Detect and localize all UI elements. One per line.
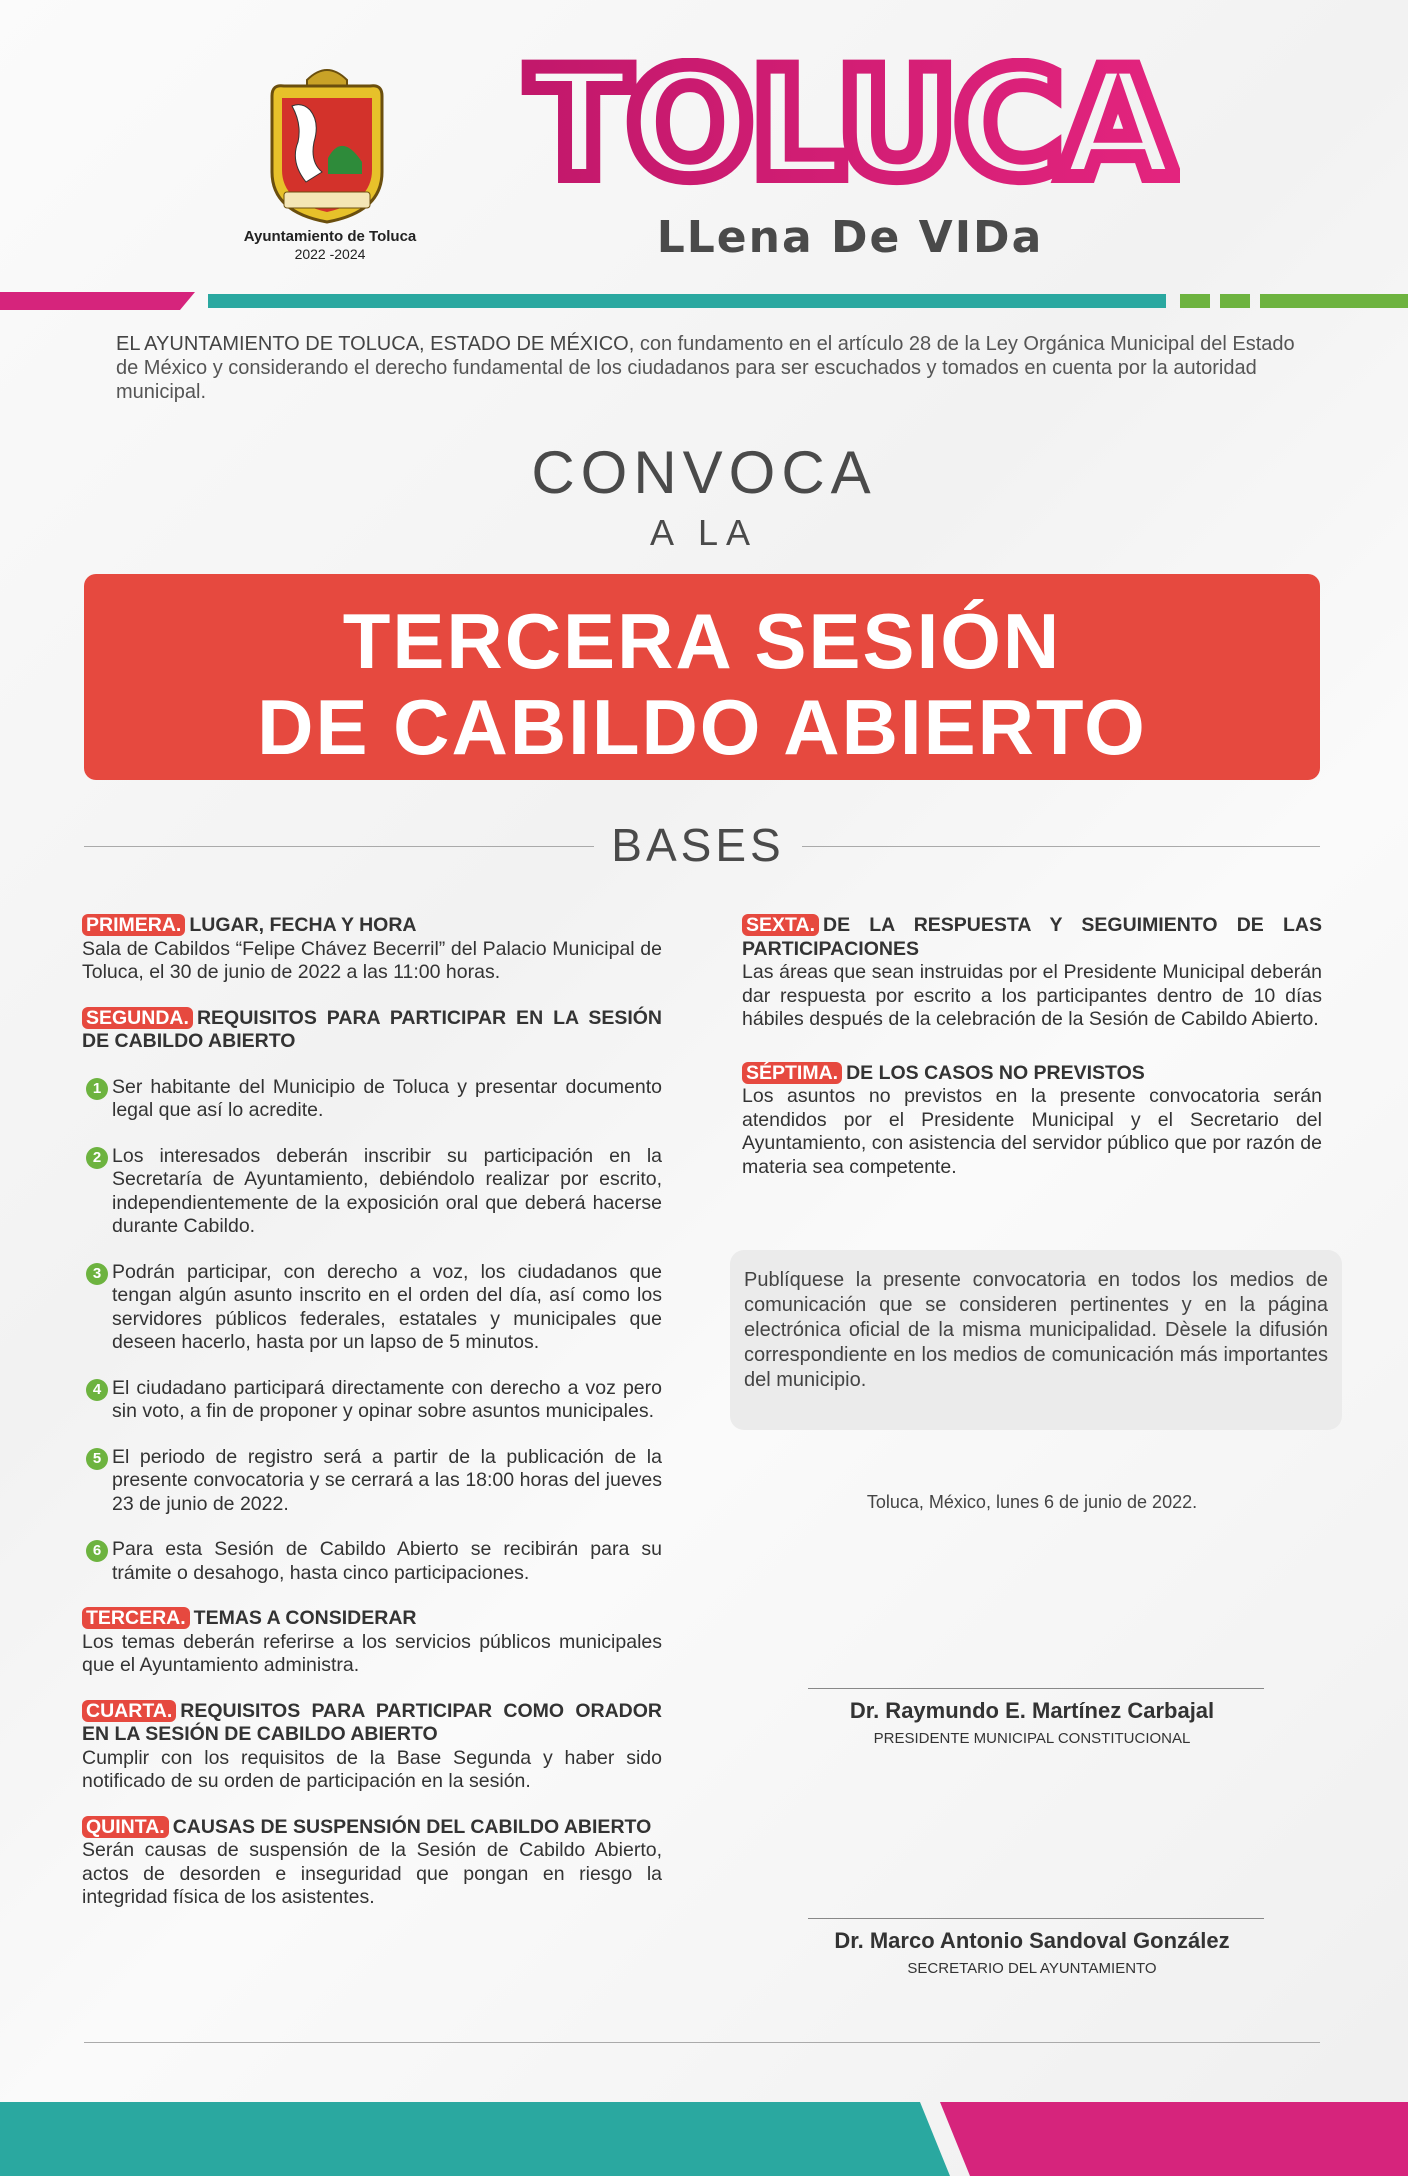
base-tag: TERCERA. xyxy=(82,1607,190,1629)
base-tag: SÉPTIMA. xyxy=(742,1062,842,1084)
decorative-stripes xyxy=(0,292,1408,310)
requirement-text: Podrán participar, con derecho a voz, los ciudadanos que tengan algún asunto inscrito en el orden del día, así como los servidores públicos federales, estatales y municipales que deseen hacerlo, hasta por un lapso de 5 minutos. xyxy=(112,1260,662,1353)
base-septima xyxy=(742,1062,1322,1180)
base-heading xyxy=(82,1607,662,1631)
signature-name: Dr. Raymundo E. Martínez Carbajal xyxy=(849,1698,1215,1723)
signature-line xyxy=(808,1918,1264,1919)
base-heading xyxy=(742,1062,1322,1086)
bases-right-column xyxy=(742,914,1322,1201)
footer-band xyxy=(0,2102,1408,2176)
intro-text: con fundamento en el artículo 28 de la Ley Orgánica Municipal del Estado de México y considerando el derecho fundamental de los ciudadanos para ser escuchados y tomados en cuenta por la autoridad municipal. xyxy=(116,333,1295,403)
base-tercera xyxy=(82,1607,662,1678)
footer-divider xyxy=(84,2042,1320,2043)
signature-name: Dr. Marco Antonio Sandoval González xyxy=(834,1928,1230,1953)
requirement-item xyxy=(82,1446,662,1517)
convoca-heading: CONVOCA xyxy=(531,439,877,506)
banner-line-2: DE CABILDO ABIERTO xyxy=(257,683,1147,771)
a-la-heading: A LA xyxy=(649,512,759,553)
base-tag: SEGUNDA. xyxy=(82,1007,193,1029)
requirement-text: Ser habitante del Municipio de Toluca y presentar documento legal que así lo acredite. xyxy=(112,1075,662,1121)
number-badge: 2 xyxy=(86,1147,108,1169)
number-badge: 4 xyxy=(86,1379,108,1401)
tagline: LLena De VIDa xyxy=(656,212,1044,263)
base-tag: QUINTA. xyxy=(82,1816,169,1838)
base-heading xyxy=(82,1700,662,1747)
base-body: Los asuntos no previstos en la presente convocatoria serán atendidos por el Presidente Municipal y el Secretario del Ayuntamiento, con asistencia del servidor público que por razón de materia sea competente. xyxy=(742,1085,1322,1178)
banner-line-1: TERCERA SESIÓN xyxy=(342,597,1062,685)
requirement-text: Los interesados deberán inscribir su participación en la Secretaría de Ayuntamiento, debiéndolo realizar por escrito, independientemente de la exposición oral que deberá hacerse durante Cabildo. xyxy=(112,1144,662,1237)
signature-line xyxy=(808,1688,1264,1689)
base-title: REQUISITOS PARA PARTICIPAR COMO ORADOR EN LA SESIÓN DE CABILDO ABIERTO xyxy=(82,1699,662,1745)
requirement-item xyxy=(82,1076,662,1123)
issue-date: Toluca, México, lunes 6 de junio de 2022. xyxy=(866,1492,1198,1512)
publication-note: Publíquese la presente convocatoria en todos los medios de comunicación que se consideren pertinentes y en la página electrónica oficial de la misma municipalidad. Dèsele la difusión correspondiente en los medios de comunicación más importantes del municipio. xyxy=(744,1269,1328,1391)
base-primera xyxy=(82,914,662,985)
base-body: Las áreas que sean instruidas por el Presidente Municipal deberán dar respuesta por escrito a los participantes dentro de 10 días hábiles después de la celebración de la Sesión de Cabildo Abierto. xyxy=(742,961,1322,1030)
base-quinta xyxy=(82,1816,662,1910)
requirement-item xyxy=(82,1145,662,1239)
base-body: Serán causas de suspensión de la Sesión de Cabildo Abierto, actos de desorden e inseguridad que pongan en riesgo la integridad física de los asistentes. xyxy=(82,1839,662,1908)
base-segunda xyxy=(82,1007,662,1586)
signature-role: PRESIDENTE MUNICIPAL CONSTITUCIONAL xyxy=(873,1730,1191,1747)
requirement-text: Para esta Sesión de Cabildo Abierto se recibirán para su trámite o desahogo, hasta cinco participaciones. xyxy=(112,1538,662,1584)
base-heading xyxy=(82,914,662,938)
base-title: LUGAR, FECHA Y HORA xyxy=(189,914,417,936)
bases-left-column xyxy=(82,914,662,1932)
base-heading xyxy=(742,914,1322,961)
toluca-coat-of-arms-logo xyxy=(262,62,392,232)
base-tag: CUARTA. xyxy=(82,1700,176,1722)
base-body: Sala de Cabildos “Felipe Chávez Becerril” del Palacio Municipal de Toluca, el 30 de junio de 2022 a las 11:00 horas. xyxy=(82,937,662,983)
bases-heading: BASES xyxy=(611,819,785,871)
crest-years: 2022 -2024 xyxy=(294,246,366,262)
number-badge: 1 xyxy=(86,1078,108,1100)
number-badge: 5 xyxy=(86,1448,108,1470)
base-body: Cumplir con los requisitos de la Base Segunda y haber sido notificado de su orden de participación en la sesión. xyxy=(82,1746,662,1792)
session-title-banner xyxy=(84,574,1320,780)
svg-text:TOLUCA: TOLUCA xyxy=(527,58,1173,188)
base-title: TEMAS A CONSIDERAR xyxy=(193,1607,417,1629)
toluca-brand-logo xyxy=(520,58,1180,188)
base-title: DE LOS CASOS NO PREVISTOS xyxy=(846,1061,1145,1084)
base-heading xyxy=(82,1007,662,1054)
intro-lead: EL AYUNTAMIENTO DE TOLUCA, ESTADO DE MÉXICO, xyxy=(116,333,635,355)
requirement-text: El periodo de registro será a partir de la publicación de la presente convocatoria y se cerrará a las 18:00 horas del jueves 23 de junio de 2022. xyxy=(112,1445,662,1515)
base-title: CAUSAS DE SUSPENSIÓN DEL CABILDO ABIERTO xyxy=(172,1815,652,1838)
requirement-item xyxy=(82,1377,662,1424)
publication-note-box xyxy=(730,1250,1342,1430)
number-badge: 3 xyxy=(86,1263,108,1285)
intro-paragraph xyxy=(116,332,1296,404)
base-tag: SEXTA. xyxy=(742,914,819,936)
base-cuarta xyxy=(82,1700,662,1794)
base-body: Los temas deberán referirse a los servicios públicos municipales que el Ayuntamiento administra. xyxy=(82,1630,662,1676)
base-tag: PRIMERA. xyxy=(82,914,185,936)
base-title: DE LA RESPUESTA Y SEGUIMIENTO DE LAS PARTICIPACIONES xyxy=(742,914,1322,960)
requirement-text: El ciudadano participará directamente con derecho a voz pero sin voto, a fin de proponer y opinar sobre asuntos municipales. xyxy=(112,1376,662,1422)
number-badge: 6 xyxy=(86,1540,108,1562)
divider-right xyxy=(802,846,1320,847)
base-sexta xyxy=(742,914,1322,1032)
signature-role: SECRETARIO DEL AYUNTAMIENTO xyxy=(907,1960,1157,1977)
requirement-item xyxy=(82,1538,662,1585)
base-heading xyxy=(82,1816,662,1840)
divider-left xyxy=(84,846,594,847)
crest-caption: Ayuntamiento de Toluca xyxy=(243,228,417,245)
requirement-item xyxy=(82,1261,662,1355)
base-title: REQUISITOS PARA PARTICIPAR EN LA SESIÓN DE CABILDO ABIERTO xyxy=(82,1006,662,1052)
